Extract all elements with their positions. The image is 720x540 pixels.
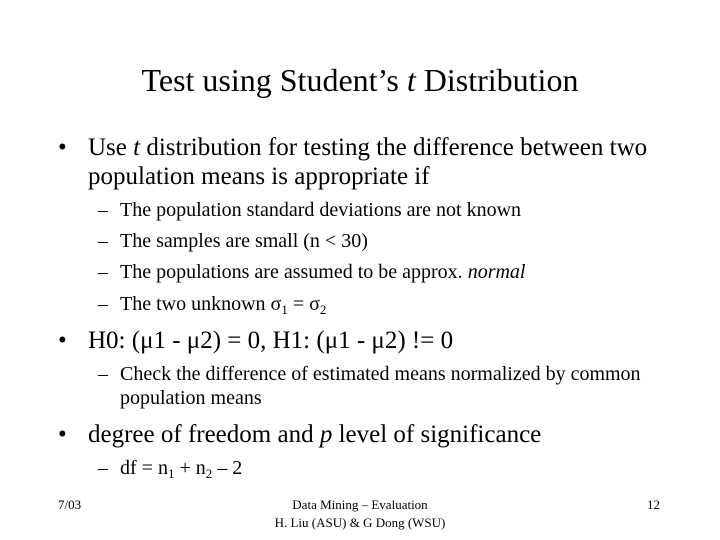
bullet-hypotheses: • H0: (μ1 - μ2) = 0, H1: (μ1 - μ2) != 0 <box>58 327 454 354</box>
slide-title: Test using Student’s t Distribution <box>141 62 579 98</box>
sub-bullet-sigma: – The two unknown $\sigma_1 = \sigma_2$ <box>98 293 327 317</box>
sub-bullet-df: – df = $n_1 + n_2 - 2$ <box>98 457 243 481</box>
footer-center <box>200 496 520 532</box>
footer-course: Data Mining – Evaluation <box>292 497 428 512</box>
bullet-dot: • <box>58 134 67 161</box>
bullet-use-t-distribution: • Use t distribution for testing the difference between two population means is appropriate if <box>58 134 648 190</box>
footer-authors: H. Liu (ASU) & G Dong (WSU) <box>274 515 446 530</box>
bullet-degree-of-freedom: • degree of freedom and p level of significance <box>58 421 542 448</box>
sub-bullet-normal: – The populations are assumed to be approx. normal <box>98 261 526 283</box>
footer-date: 7/03 <box>58 497 82 512</box>
page-number: 12 <box>647 497 660 512</box>
sub-bullet-std-dev: – The population standard deviations are not known <box>98 199 522 221</box>
sub-bullet-estimated-means: – Check the difference of estimated means normalized by common population means <box>98 363 641 409</box>
sub-bullet-small-samples: – The samples are small (n < 30) <box>98 230 368 252</box>
